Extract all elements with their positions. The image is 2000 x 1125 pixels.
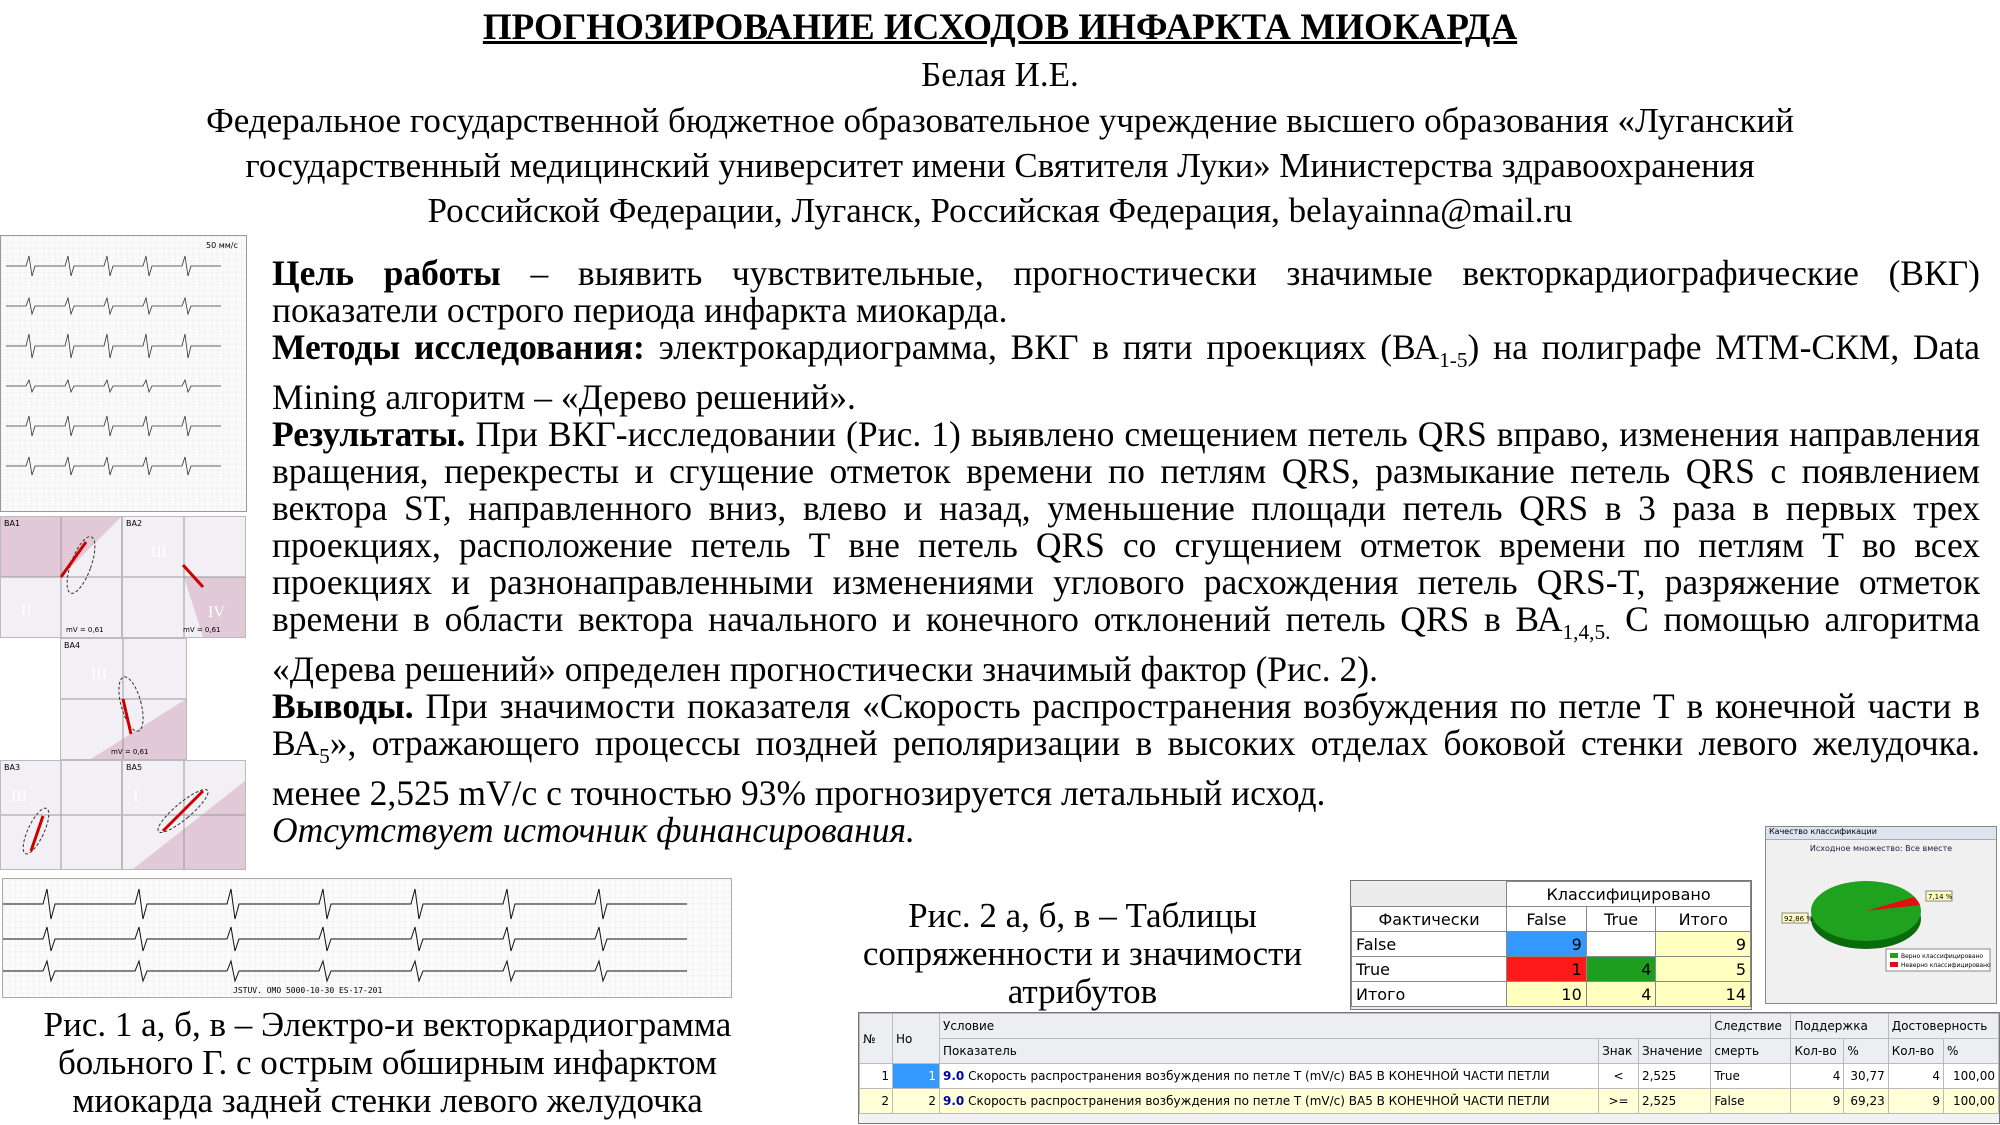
pie-legend-correct: Верно классифицировано xyxy=(1901,953,1984,960)
vkg-ba2-label: ВА2 xyxy=(126,519,143,528)
contingency-cell: 9 xyxy=(1507,932,1587,957)
attr-cell: 2,525 xyxy=(1638,1064,1710,1089)
funding-note: Отсутствует источник финансирования. xyxy=(272,810,915,851)
ecg-speed-label: 50 мм/с xyxy=(206,241,238,250)
attribute-table xyxy=(859,1013,1999,1114)
attr-cell: 2,525 xyxy=(1638,1089,1710,1114)
vkg-ba1-roman: II xyxy=(21,602,32,619)
vkg-ba3-label: ВА3 xyxy=(4,763,21,772)
attr-table-row[interactable] xyxy=(860,1089,1999,1114)
vkg-ba2-svg xyxy=(123,517,245,637)
aim-label: Цель работы xyxy=(272,253,501,293)
attr-col-condition: Условие xyxy=(940,1014,1711,1039)
attr-col-indicator: Показатель xyxy=(940,1039,1599,1064)
attr-col-count2: Кол-во xyxy=(1888,1039,1943,1064)
results-sub: 1,4,5. xyxy=(1562,620,1611,645)
attr-indicator: Скорость распространения возбуждения по петле T (mV/c) BA5 В КОНЕЧНОЙ ЧАСТИ ПЕТЛИ xyxy=(968,1094,1550,1108)
affiliation xyxy=(90,98,1910,233)
contingency-cell: 1 xyxy=(1507,957,1587,982)
vkg-ba2-roman-iv: IV xyxy=(208,604,225,621)
contingency-cell: 4 xyxy=(1586,982,1656,1007)
attr-cell: 9 xyxy=(1791,1089,1844,1114)
attr-col-reliability: Достоверность xyxy=(1888,1014,1998,1039)
ecg-grid-svg xyxy=(1,236,246,511)
aim-paragraph xyxy=(272,255,1980,329)
contingency-cell: 5 xyxy=(1656,957,1751,982)
attr-indicator: Скорость распространения возбуждения по петле T (mV/c) BA5 В КОНЕЧНОЙ ЧАСТИ ПЕТЛИ xyxy=(968,1069,1550,1083)
attr-cell: 69,23 xyxy=(1844,1089,1888,1114)
contingency-col-true: True xyxy=(1586,907,1656,932)
conclusions-paragraph xyxy=(272,688,1980,812)
ecg-12-lead-figure xyxy=(0,235,247,512)
contingency-cell: 9 xyxy=(1656,932,1751,957)
methods-sub: 1-5 xyxy=(1439,348,1468,373)
attr-col-sign: Знак xyxy=(1599,1039,1639,1064)
author-name: Белая И.Е. xyxy=(921,55,1079,94)
fig1-caption: Рис. 1 а, б, в – Электро-и векторкардиограмма больного Г. с острым обширным инфарктом миокарда задней стенки левого желудочка xyxy=(43,1005,732,1120)
vkg-ba5-label: ВА5 xyxy=(126,763,143,772)
contingency-cell: 4 xyxy=(1586,957,1656,982)
vkg-ba5-panel xyxy=(122,760,246,870)
attr-weight: 9.0 xyxy=(943,1069,965,1083)
attr-col-num: Но xyxy=(893,1014,940,1064)
contingency-row-label: Итого xyxy=(1352,982,1507,1007)
contingency-cell: 10 xyxy=(1507,982,1587,1007)
results-label: Результаты. xyxy=(272,414,466,455)
vkg-ba4-svg xyxy=(61,639,186,759)
classification-quality-window xyxy=(1765,826,1997,1004)
poster-title: ПРОГНОЗИРОВАНИЕ ИСХОДОВ ИНФАРКТА МИОКАРДА xyxy=(482,7,1518,48)
vkg-ba1-panel xyxy=(0,516,122,638)
contingency-table-window xyxy=(1350,880,1752,1010)
funding-paragraph xyxy=(272,812,1980,849)
attr-cell: False xyxy=(1711,1089,1791,1114)
affiliation-line-3: Российской Федерации, Луганск, Российская Федерация, belayainna@mail.ru xyxy=(427,191,1573,230)
contingency-row xyxy=(1352,982,1751,1007)
attr-col-no: № xyxy=(860,1014,893,1064)
vkg-ba5-svg xyxy=(123,761,245,869)
vkg-ba4-panel xyxy=(60,638,187,760)
results-text-a: При ВКГ-исследовании (Рис. 1) выявлено смещением петель QRS вправо, изменения направления вращения, перекресты и сгущение отметок времени по петлям QRS, размыкание петель QRS с появлением вектора ST, направленного вниз, влево и назад, уменьшение площади петель QRS в 3 раза в первых трех проекциях, расположение петель Т вне петель QRS со сгущением отметок времени по петлям Т во всех проекциях и разнонаправленными изменениями углового расхождения петель QRS-T, разряжение отметок времени в области вектора начального и конечного отклонений петель QRS в ВА xyxy=(272,414,1980,640)
results-paragraph xyxy=(272,416,1980,688)
contingency-col-false: False xyxy=(1507,907,1587,932)
vkg-ba4-roman: III xyxy=(91,666,107,683)
attr-cell: 9 xyxy=(1888,1089,1943,1114)
aim-text: – выявить чувствительные, прогностически значимые векторкардиографические (ВКГ) показатели острого периода инфаркта миокарда. xyxy=(272,253,1980,330)
attr-col-consequence: Следствие xyxy=(1711,1014,1791,1039)
vkg-ba1-mv: mV = 0,61 xyxy=(66,626,104,634)
attr-cell: 4 xyxy=(1791,1064,1844,1089)
vkg-ba4-label: ВА4 xyxy=(64,641,81,650)
ecg-strip-svg xyxy=(3,879,731,997)
conclusions-sub: 5 xyxy=(319,744,330,769)
body-text xyxy=(272,255,1980,849)
vkg-ba2-mv: mV = 0,61 xyxy=(183,626,221,634)
ecg-strip-figure xyxy=(2,878,732,998)
vkg-ba4-mv: mV = 0,61 xyxy=(111,748,149,756)
affiliation-line-2: государственный медицинский университет имени Святителя Луки» Министерства здравоохранения xyxy=(245,146,1755,185)
contingency-col-total: Итого xyxy=(1656,907,1751,932)
contingency-row xyxy=(1352,932,1751,957)
affiliation-line-1: Федеральное государственной бюджетное образовательное учреждение высшего образования «Луганский xyxy=(206,101,1794,140)
vkg-ba2-roman-iii: III xyxy=(151,544,167,561)
ecg-strip-label: JSTUV. OMO 5000-10-30 ES-17-201 xyxy=(233,986,383,995)
attr-cell: 4 xyxy=(1888,1064,1943,1089)
conclusions-text-a: При значимости показателя «Скорость распространения возбуждения по петле Т в конечной части в ВА xyxy=(272,686,1980,764)
attr-cell: < xyxy=(1599,1064,1639,1089)
pie-label-large: 92,86 % xyxy=(1784,915,1813,923)
attr-cell: 1 xyxy=(893,1064,940,1089)
attr-cell: 2 xyxy=(893,1089,940,1114)
vkg-ba1-label: ВА1 xyxy=(4,519,21,528)
conclusions-label: Выводы. xyxy=(272,686,414,727)
attr-cell: >= xyxy=(1599,1089,1639,1114)
attr-cell: 2 xyxy=(860,1089,893,1114)
pie-label-small: 7,14 % xyxy=(1928,893,1953,901)
attr-cell: True xyxy=(1711,1064,1791,1089)
results-text-b: С помощью алгоритма «Дерева решений» определен прогностически значимый фактор (Рис. 2). xyxy=(272,599,1980,690)
attr-cell: 100,00 xyxy=(1944,1089,1999,1114)
vkg-ba1-svg xyxy=(1,517,121,637)
vkg-ba5-roman: I xyxy=(133,788,139,805)
attribute-significance-table-window xyxy=(858,1012,2000,1124)
methods-text-b: ) на полиграфе МТМ-СКМ, Data Mining алгоритм – «Дерево решений». xyxy=(272,327,1981,418)
attr-col-pct2: % xyxy=(1944,1039,1999,1064)
vkg-ba3-roman: III xyxy=(11,788,27,805)
contingency-row-label: False xyxy=(1352,932,1507,957)
contingency-cell xyxy=(1586,932,1656,957)
contingency-cell: 14 xyxy=(1656,982,1751,1007)
contingency-col-actual: Фактически xyxy=(1352,907,1507,932)
attr-col-pct: % xyxy=(1844,1039,1888,1064)
pie-subtitle: Исходное множество: Все вместе xyxy=(1809,844,1953,853)
attr-cell: 30,77 xyxy=(1844,1064,1888,1089)
attr-cell: 100,00 xyxy=(1944,1064,1999,1089)
vkg-ba3-svg xyxy=(1,761,121,869)
attr-table-row[interactable] xyxy=(860,1064,1999,1089)
pie-legend-wrong: Неверно классифицировано xyxy=(1901,962,1991,969)
attr-col-support: Поддержка xyxy=(1791,1014,1888,1039)
contingency-group-header: Классифицировано xyxy=(1507,882,1751,907)
fig2-caption: Рис. 2 а, б, в – Таблицы сопряженности и значимости атрибутов xyxy=(862,896,1303,1011)
methods-paragraph xyxy=(272,329,1980,416)
pie-window-title: Качество классификации xyxy=(1766,827,1996,840)
contingency-row-label: True xyxy=(1352,957,1507,982)
methods-text-a: электрокардиограмма, ВКГ в пяти проекциях (ВА xyxy=(644,327,1440,367)
methods-label: Методы исследования: xyxy=(272,327,645,367)
attr-weight: 9.0 xyxy=(943,1094,965,1108)
attr-col-value: Значение xyxy=(1638,1039,1710,1064)
conclusions-text-b: », отражающего процессы поздней реполяризации в высоких отделах боковой стенки левого желудочка. менее 2,525 mV/c с точностью 93% прогнозируется летальный исход. xyxy=(272,723,1980,814)
contingency-table xyxy=(1351,881,1751,1007)
attr-cell: 1 xyxy=(860,1064,893,1089)
vkg-ba3-panel xyxy=(0,760,122,870)
attr-col-count: Кол-во xyxy=(1791,1039,1844,1064)
contingency-row xyxy=(1352,957,1751,982)
pie-chart-svg xyxy=(1766,853,1994,973)
vkg-ba2-panel xyxy=(122,516,246,638)
attr-col-death: смерть xyxy=(1711,1039,1791,1064)
